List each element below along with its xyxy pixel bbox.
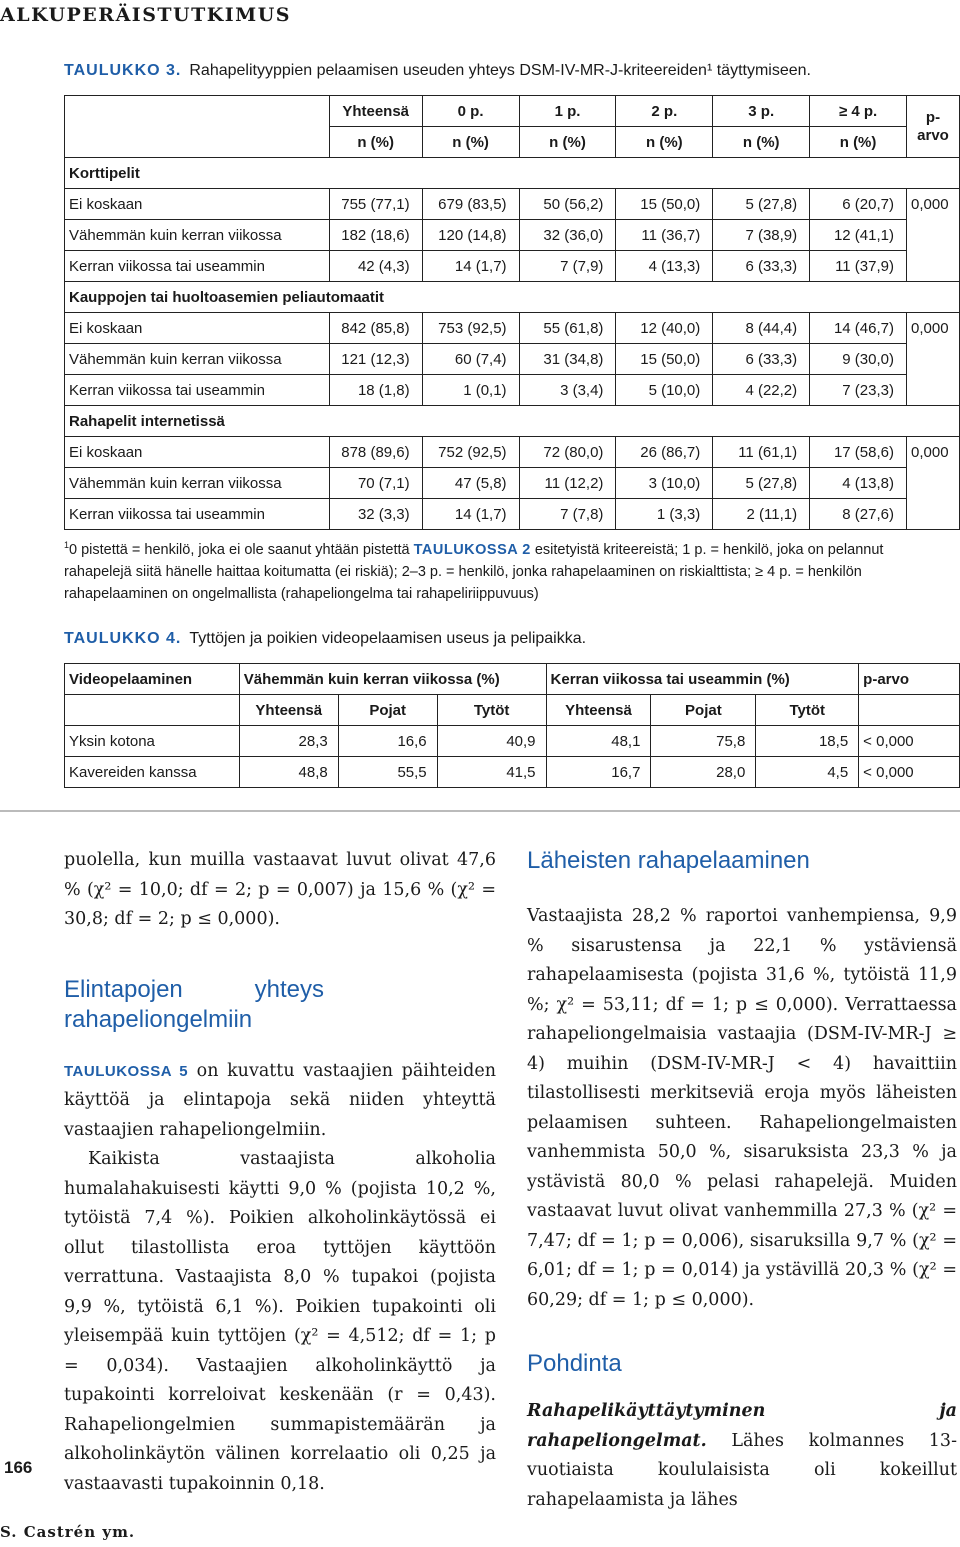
table-row bbox=[65, 375, 960, 406]
t3-cell: 17 (58,6) bbox=[810, 437, 907, 468]
t3-p-cell bbox=[907, 251, 960, 282]
t4-h-more: Kerran viikossa tai useammin (%) bbox=[546, 664, 859, 695]
t4-sub: Tytöt bbox=[756, 695, 859, 726]
t3-cell: 679 (83,5) bbox=[422, 189, 519, 220]
table3-label: TAULUKKO 3. bbox=[64, 62, 182, 79]
t3-cell: 11 (61,1) bbox=[713, 437, 810, 468]
t3-cell: 50 (56,2) bbox=[519, 189, 616, 220]
t4-cell: 40,9 bbox=[437, 726, 546, 757]
right-heading-2: Pohdinta bbox=[527, 1350, 622, 1377]
t3-p-cell bbox=[907, 220, 960, 251]
t4-p-cell: < 0,000 bbox=[859, 757, 960, 788]
footnote-text-a: 0 pistettä = henkilö, joka ei ole saanut yhtään pistettä bbox=[69, 541, 410, 558]
left-para-2: TAULUKOSSA 5 on kuvattu vastaajien päihteiden käyttöä ja elintapoja sekä niiden yhteyttä vastaajien rahapeliongelmiin. bbox=[64, 1060, 496, 1140]
t3-cell: 5 (27,8) bbox=[713, 468, 810, 499]
t4-sub: Tytöt bbox=[437, 695, 546, 726]
right-heading-1: Läheisten rahapelaaminen bbox=[527, 847, 810, 874]
t3-cell: 32 (3,3) bbox=[329, 499, 422, 530]
footnote-mark: 1 bbox=[64, 540, 70, 550]
t3-col-1p: 1 p. bbox=[519, 96, 616, 127]
author-footer: S. Castrén ym. bbox=[0, 1523, 136, 1541]
t3-cell: 3 (10,0) bbox=[616, 468, 713, 499]
t3-cell: 752 (92,5) bbox=[422, 437, 519, 468]
t3-row-label: Vähemmän kuin kerran viikossa bbox=[65, 344, 330, 375]
t4-h-less: Vähemmän kuin kerran viikossa (%) bbox=[239, 664, 546, 695]
t3-row-label: Vähemmän kuin kerran viikossa bbox=[65, 220, 330, 251]
t3-sub: n (%) bbox=[810, 127, 907, 158]
t3-cell: 14 (1,7) bbox=[422, 251, 519, 282]
t3-cell: 7 (7,9) bbox=[519, 251, 616, 282]
t4-h-p: p-arvo bbox=[859, 664, 960, 695]
footnote-text-b: esitetyistä kriteereistä; 1 p. = henkilö, joka on pelannut rahapelejä siitä hänelle haittaa koitumatta (ei riskiä); 2–3 p. = henkilö, jonka rahapelaaminen on riskialttista; ≥ 4 p. = henkilön rahapelaaminen on ongelmallista (rahapeliongelma tai rahapeliriippuvuus) bbox=[64, 541, 884, 602]
t4-sub: Yhteensä bbox=[239, 695, 338, 726]
t3-sub: n (%) bbox=[519, 127, 616, 158]
t3-cell: 3 (3,4) bbox=[519, 375, 616, 406]
table-row bbox=[65, 757, 960, 788]
table-row bbox=[65, 220, 960, 251]
table-row bbox=[65, 313, 960, 344]
t3-p-cell: 0,000 bbox=[907, 189, 960, 220]
right-para-1: Vastaajista 28,2 % raportoi vanhempiensa, 9,9 % sisarustensa ja 22,1 % ystäviensä rahapelaamisesta (pojista 31,6 %, tytöistä 11,9 %; χ² = 53,11; df = 1; p ≤ 0,000). Verrattaessa rahapeliongelmaisia vastaajia (DSM-IV-MR-J ≥ 4) muihin (DSM-IV-MR-J < 4) havaittiin tilastollisesti merkitseviä eroja myös läheisten pelaamisen suhteen. Rahapeliongelmaisten vanhemmista 50,0 %, sisaruksista 23,3 % ja ystävistä 80,0 % pelasi rahapelejä. Muiden vastaavat luvut olivat vanhemmilla 27,3 % (χ² = 7,47; df = 1; p = 0,006), sisaruksilla 9,7 % (χ² = 6,01; df = 1; p = 0,014) ja ystävillä 20,3 % (χ² = 60,29; df = 1; p ≤ 0,000). bbox=[527, 906, 957, 1310]
t3-row-label: Vähemmän kuin kerran viikossa bbox=[65, 468, 330, 499]
t3-cell: 7 (23,3) bbox=[810, 375, 907, 406]
t4-cell: 18,5 bbox=[756, 726, 859, 757]
t3-cell: 2 (11,1) bbox=[713, 499, 810, 530]
t4-p-cell: < 0,000 bbox=[859, 726, 960, 757]
t3-p-cell bbox=[907, 468, 960, 499]
t3-cell: 47 (5,8) bbox=[422, 468, 519, 499]
t4-cell: 41,5 bbox=[437, 757, 546, 788]
left-column bbox=[64, 846, 496, 1499]
t3-cell: 11 (36,7) bbox=[616, 220, 713, 251]
t3-col-p: p-arvo bbox=[907, 96, 960, 158]
t3-cell: 8 (27,6) bbox=[810, 499, 907, 530]
t3-cell: 26 (86,7) bbox=[616, 437, 713, 468]
table-row bbox=[65, 189, 960, 220]
table4-caption bbox=[64, 630, 586, 648]
t3-cell: 32 (36,0) bbox=[519, 220, 616, 251]
t4-cell: 16,7 bbox=[546, 757, 651, 788]
t3-p-cell bbox=[907, 375, 960, 406]
divider bbox=[0, 810, 960, 812]
t4-cell: 16,6 bbox=[338, 726, 437, 757]
t3-cell: 15 (50,0) bbox=[616, 344, 713, 375]
right-para-2: Rahapelikäyttäytyminen ja rahapeliongelmat. Lähes kolmannes 13-vuotiaista koululaisista oli kokeillut rahapelaamista ja lähes bbox=[527, 1401, 957, 1510]
right-para-2-lead: Rahapelikäyttäytyminen ja rahapeliongelmat. bbox=[527, 1401, 957, 1451]
t3-section-name: Kauppojen tai huoltoasemien peliautomaatit bbox=[65, 282, 960, 313]
left-heading: Elintapojen yhteys rahapeliongelmiin bbox=[64, 975, 324, 1033]
t3-cell: 60 (7,4) bbox=[422, 344, 519, 375]
table3-footnote bbox=[64, 534, 954, 605]
t3-row-label: Ei koskaan bbox=[65, 437, 330, 468]
t4-cell: 75,8 bbox=[651, 726, 756, 757]
t4-row-label: Yksin kotona bbox=[65, 726, 240, 757]
t3-cell: 8 (44,4) bbox=[713, 313, 810, 344]
t3-sub: n (%) bbox=[616, 127, 713, 158]
section-header: ALKUPERÄISTUTKIMUS bbox=[0, 4, 291, 26]
t3-cell: 1 (3,3) bbox=[616, 499, 713, 530]
t3-cell: 120 (14,8) bbox=[422, 220, 519, 251]
t3-cell: 5 (10,0) bbox=[616, 375, 713, 406]
t3-cell: 5 (27,8) bbox=[713, 189, 810, 220]
t3-sub: n (%) bbox=[713, 127, 810, 158]
t3-p-cell bbox=[907, 344, 960, 375]
t3-col-3p: 3 p. bbox=[713, 96, 810, 127]
t3-cell: 7 (7,8) bbox=[519, 499, 616, 530]
t4-cell: 48,8 bbox=[239, 757, 338, 788]
table3-caption bbox=[64, 62, 811, 80]
t3-cell: 11 (37,9) bbox=[810, 251, 907, 282]
t4-cell: 28,0 bbox=[651, 757, 756, 788]
table4 bbox=[64, 663, 960, 788]
t3-cell: 6 (20,7) bbox=[810, 189, 907, 220]
t3-cell: 14 (1,7) bbox=[422, 499, 519, 530]
footnote-ref: TAULUKOSSA 2 bbox=[413, 541, 531, 558]
t4-sub: Yhteensä bbox=[546, 695, 651, 726]
t3-cell: 842 (85,8) bbox=[329, 313, 422, 344]
t3-cell: 12 (41,1) bbox=[810, 220, 907, 251]
t3-cell: 6 (33,3) bbox=[713, 344, 810, 375]
t3-cell: 755 (77,1) bbox=[329, 189, 422, 220]
t3-section-row bbox=[65, 406, 960, 437]
t3-cell: 6 (33,3) bbox=[713, 251, 810, 282]
t4-cell: 55,5 bbox=[338, 757, 437, 788]
t3-cell: 55 (61,8) bbox=[519, 313, 616, 344]
table-row bbox=[65, 499, 960, 530]
t3-cell: 11 (12,2) bbox=[519, 468, 616, 499]
t3-cell: 9 (30,0) bbox=[810, 344, 907, 375]
t4-cell: 4,5 bbox=[756, 757, 859, 788]
t3-section-name: Rahapelit internetissä bbox=[65, 406, 960, 437]
t3-cell: 7 (38,9) bbox=[713, 220, 810, 251]
t3-section-row bbox=[65, 282, 960, 313]
t3-col-total: Yhteensä bbox=[329, 96, 422, 127]
t3-row-label: Ei koskaan bbox=[65, 313, 330, 344]
table-row bbox=[65, 437, 960, 468]
t3-row-label: Kerran viikossa tai useammin bbox=[65, 499, 330, 530]
table-row bbox=[65, 344, 960, 375]
t3-cell: 15 (50,0) bbox=[616, 189, 713, 220]
t3-cell: 4 (13,8) bbox=[810, 468, 907, 499]
t3-cell: 121 (12,3) bbox=[329, 344, 422, 375]
t3-row-label: Kerran viikossa tai useammin bbox=[65, 251, 330, 282]
table-row bbox=[65, 468, 960, 499]
t3-section-name: Korttipelit bbox=[65, 158, 960, 189]
t3-cell: 4 (13,3) bbox=[616, 251, 713, 282]
t3-cell: 753 (92,5) bbox=[422, 313, 519, 344]
left-para-1: puolella, kun muilla vastaavat luvut olivat 47,6 % (χ² = 10,0; df = 2; p = 0,007) ja 15,6 % (χ² = 30,8; df = 2; p ≤ 0,000). bbox=[64, 850, 496, 929]
t3-p-cell bbox=[907, 499, 960, 530]
t3-cell: 12 (40,0) bbox=[616, 313, 713, 344]
left-para-3: Kaikista vastaajista alkoholia humalahakuisesti käytti 9,0 % (pojista 10,2 %, tytöistä 7,4 %). Poikien alkoholinkäytössä ei ollut tilastollista eroa tyttöjen käyttöön verrattuna. Vastaajista 8,0 % tupakoi (pojista 9,9 %, tytöistä 6,1 %). Poikien tupakointi oli yleisempää kuin tyttöjen (χ² = 4,512; df = 1; p = 0,034). Vastaajien alkoholinkäyttö ja tupakointi korreloivat keskenään (r = 0,43). Rahapeliongelmien summapistemäärän ja alkoholinkäytön välinen korrelaatio oli 0,25 ja vastaavasti tupakoinnin 0,18. bbox=[64, 1149, 496, 1494]
t3-cell: 72 (80,0) bbox=[519, 437, 616, 468]
t3-col-4p: ≥ 4 p. bbox=[810, 96, 907, 127]
t3-cell: 18 (1,8) bbox=[329, 375, 422, 406]
t4-sub: Pojat bbox=[651, 695, 756, 726]
t4-row-label: Kavereiden kanssa bbox=[65, 757, 240, 788]
t3-cell: 4 (22,2) bbox=[713, 375, 810, 406]
t4-cell: 48,1 bbox=[546, 726, 651, 757]
table4-title: Tyttöjen ja poikien videopelaamisen useus ja pelipaikka. bbox=[189, 630, 587, 647]
t3-cell: 31 (34,8) bbox=[519, 344, 616, 375]
t3-p-cell: 0,000 bbox=[907, 437, 960, 468]
page-number: 166 bbox=[4, 1458, 33, 1477]
t3-p-cell: 0,000 bbox=[907, 313, 960, 344]
t3-sub: n (%) bbox=[329, 127, 422, 158]
t3-cell: 14 (46,7) bbox=[810, 313, 907, 344]
t3-cell: 1 (0,1) bbox=[422, 375, 519, 406]
t3-sub: n (%) bbox=[422, 127, 519, 158]
t3-cell: 878 (89,6) bbox=[329, 437, 422, 468]
table-row bbox=[65, 726, 960, 757]
table4-label: TAULUKKO 4. bbox=[64, 630, 182, 647]
right-column bbox=[527, 846, 957, 1515]
t3-col-0p: 0 p. bbox=[422, 96, 519, 127]
t3-row-label: Kerran viikossa tai useammin bbox=[65, 375, 330, 406]
t3-row-label: Ei koskaan bbox=[65, 189, 330, 220]
t3-col-2p: 2 p. bbox=[616, 96, 713, 127]
t4-cell: 28,3 bbox=[239, 726, 338, 757]
table3 bbox=[64, 95, 960, 530]
t3-cell: 42 (4,3) bbox=[329, 251, 422, 282]
table3-title: Rahapelityyppien pelaamisen useuden yhteys DSM-IV-MR-J-kriteereiden¹ täyttymiseen. bbox=[189, 62, 811, 79]
t4-h-main: Videopelaaminen bbox=[65, 664, 240, 695]
left-para-2-ref: TAULUKOSSA 5 bbox=[64, 1062, 189, 1080]
t3-cell: 182 (18,6) bbox=[329, 220, 422, 251]
t3-cell: 70 (7,1) bbox=[329, 468, 422, 499]
table-row bbox=[65, 251, 960, 282]
t4-sub: Pojat bbox=[338, 695, 437, 726]
t3-section-row bbox=[65, 158, 960, 189]
